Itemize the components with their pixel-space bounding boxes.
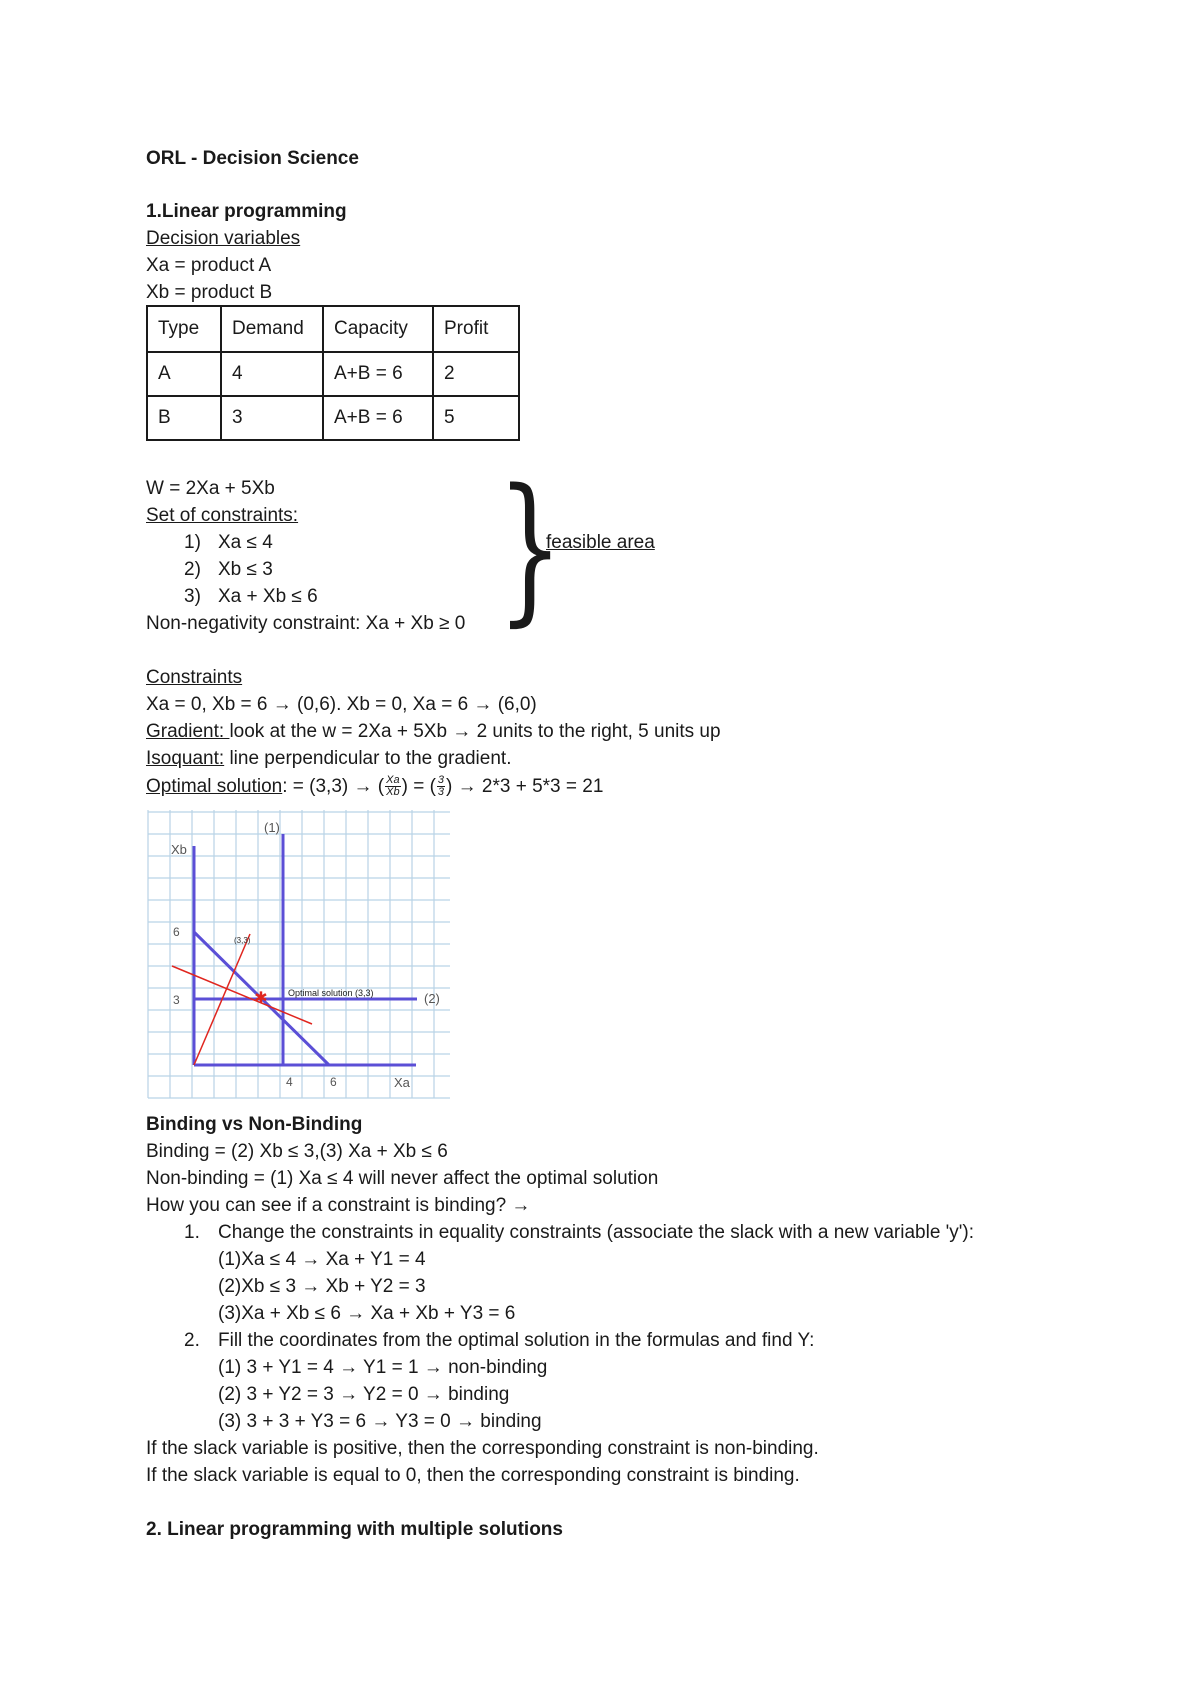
curly-brace: } (497, 454, 564, 641)
step-1-text: Change the constraints in equality constraints (associate the slack with a new variable 'y'): (218, 1222, 975, 1243)
rule-zero-slack: If the slack variable is equal to 0, then the corresponding constraint is binding. (146, 1465, 800, 1486)
rule-positive-slack: If the slack variable is positive, then the corresponding constraint is non-binding. (146, 1438, 819, 1459)
table-row (147, 396, 519, 440)
section1-heading: 1.Linear programming (146, 201, 347, 222)
constraint-2: Xb ≤ 3 (218, 559, 273, 580)
table-cell: B (147, 396, 221, 440)
table-cell: 3 (221, 396, 323, 440)
gradient-label: Gradient: (146, 721, 230, 742)
fraction-xa-xb (385, 775, 400, 799)
xb-definition: Xb = product B (146, 282, 273, 303)
optimal-solution-label: Optimal solution (146, 776, 283, 797)
x-tick-label: 4 (286, 1075, 293, 1089)
table-row (147, 352, 519, 396)
optimal-point-marker: ✱ (254, 990, 268, 1007)
optimal-solution-line (146, 771, 603, 803)
table-header-cell: Demand (221, 306, 323, 352)
optimal-pre: : = (3,3) → ( (282, 776, 385, 797)
y-tick-label: 3 (173, 993, 180, 1007)
step-2-number: 2. (184, 1330, 200, 1351)
binding-question: How you can see if a constraint is binding? → (146, 1195, 531, 1216)
constraints-label: Constraints (146, 667, 243, 688)
y-axis-label: Xb (171, 842, 187, 857)
isoquant-line (146, 749, 511, 768)
constraint-3: Xa + Xb ≤ 6 (218, 586, 318, 607)
fraction-denominator: Xb (386, 786, 400, 799)
nonbinding-line: Non-binding = (1) Xa ≤ 4 will never affect the optimal solution (146, 1168, 659, 1189)
table-cell: A+B = 6 (323, 352, 433, 396)
constraint-1-label: (1) (264, 820, 280, 835)
fraction-numerator: Xa (386, 773, 400, 786)
result-2: (2) 3 + Y2 = 3 → Y2 = 0 → binding (218, 1384, 510, 1405)
fraction-numerator: 3 (437, 773, 445, 786)
objective-function: W = 2Xa + 5Xb (146, 478, 275, 499)
step-2-text: Fill the coordinates from the optimal solution in the formulas and find Y: (218, 1330, 815, 1351)
table-header-row (147, 306, 519, 352)
optimal-mid: ) = ( (401, 776, 436, 797)
optimal-post: ) → 2*3 + 5*3 = 21 (446, 776, 604, 797)
equality-3: (3)Xa + Xb ≤ 6 → Xa + Xb + Y3 = 6 (218, 1303, 516, 1324)
table-cell: A+B = 6 (323, 396, 433, 440)
isoquant-label: Isoquant: (146, 748, 225, 769)
fraction-3-3 (437, 775, 445, 799)
result-1: (1) 3 + Y1 = 4 → Y1 = 1 → non-binding (218, 1357, 548, 1378)
table-cell: 5 (433, 396, 519, 440)
decision-variables-label: Decision variables (146, 228, 301, 249)
table-header-cell: Capacity (323, 306, 433, 352)
binding-line: Binding = (2) Xb ≤ 3,(3) Xa + Xb ≤ 6 (146, 1141, 448, 1162)
equality-2: (2)Xb ≤ 3 → Xb + Y2 = 3 (218, 1276, 426, 1297)
feasible-area-label: feasible area (546, 532, 655, 553)
x-axis-label: Xa (394, 1075, 410, 1090)
constraint-1-number: 1) (184, 532, 201, 553)
isoquant-text: line perpendicular to the gradient. (224, 748, 512, 769)
xa-definition: Xa = product A (146, 255, 272, 276)
constraint-1: Xa ≤ 4 (218, 532, 273, 553)
table-cell: A (147, 352, 221, 396)
feasible-region-graph (146, 808, 452, 1100)
result-3: (3) 3 + 3 + Y3 = 6 → Y3 = 0 → binding (218, 1411, 542, 1432)
optimal-solution-graph-label: Optimal solution (3,3) (288, 988, 374, 998)
y-tick-label: 6 (173, 925, 180, 939)
document-title: ORL - Decision Science (146, 148, 359, 169)
constraint-2-number: 2) (184, 559, 201, 580)
step-1-number: 1. (184, 1222, 200, 1243)
gradient-line (146, 722, 721, 741)
fraction-denominator: 3 (437, 786, 445, 799)
table-cell: 2 (433, 352, 519, 396)
x-tick-label: 6 (330, 1075, 337, 1089)
point-label: (3,3) (234, 936, 251, 945)
constraints-set-label: Set of constraints: (146, 505, 299, 526)
gradient-text: look at the w = 2Xa + 5Xb → 2 units to the right, 5 units up (229, 721, 721, 742)
table-header-cell: Type (147, 306, 221, 352)
constraint-3-number: 3) (184, 586, 201, 607)
non-negativity-constraint: Non-negativity constraint: Xa + Xb ≥ 0 (146, 613, 466, 634)
table-header-cell: Profit (433, 306, 519, 352)
intercepts-line: Xa = 0, Xb = 6 → (0,6). Xb = 0, Xa = 6 → (6,0) (146, 694, 537, 715)
table-cell: 4 (221, 352, 323, 396)
binding-heading: Binding vs Non-Binding (146, 1114, 363, 1135)
constraint-2-label: (2) (424, 991, 440, 1006)
product-table (146, 305, 520, 441)
equality-1: (1)Xa ≤ 4 → Xa + Y1 = 4 (218, 1249, 426, 1270)
section2-heading: 2. Linear programming with multiple solutions (146, 1519, 563, 1540)
